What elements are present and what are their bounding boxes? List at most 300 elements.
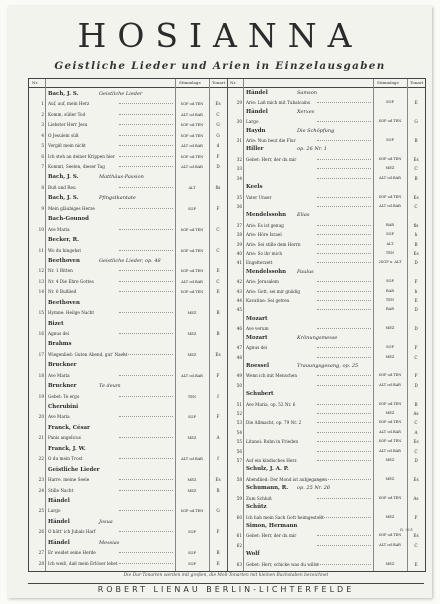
voice-range: SOP od.TEN: [378, 401, 402, 406]
composer-name: Bruckner: [48, 362, 77, 369]
entry-number: 35: [236, 194, 242, 200]
composer-heading: [29, 517, 227, 527]
entry-number: 43: [236, 288, 242, 294]
leader-dots: [119, 99, 173, 104]
entry-number: 13: [38, 278, 44, 284]
leader-dots: [119, 246, 173, 251]
voice-range: MEZ: [385, 458, 395, 463]
entry-number: 28: [38, 560, 44, 566]
voice-range: ALT od.BAR: [181, 144, 203, 149]
voice-range: SOP od.TEN: [180, 269, 204, 274]
entry-number: 6: [41, 153, 44, 159]
key-signature: Es: [413, 251, 419, 256]
entry-title: Nr. 6 Bußlied: [48, 289, 77, 295]
entry-number: 53: [236, 420, 242, 426]
key-signature: C: [216, 111, 220, 117]
composer-name: Händel: [48, 539, 70, 546]
key-signature: G: [216, 508, 220, 514]
key-signature: B: [414, 175, 418, 181]
entry-title: Largo: [48, 508, 61, 514]
catalog-entry: [227, 418, 425, 427]
composer-name: Geistliche Lieder: [48, 466, 100, 473]
leader-dots: [317, 174, 371, 179]
key-signature: f: [217, 393, 219, 399]
catalog-entry: [227, 409, 425, 418]
voice-range: ALT od.BAR: [379, 203, 401, 208]
voice-range: MEZ: [385, 411, 395, 415]
catalog-entry: [29, 527, 227, 537]
entry-number: 33: [236, 166, 242, 172]
leader-dots: [317, 541, 371, 546]
footnote: Die Dur-Tonarten werden mit großen, die Moll-Tonarten mit kleinen Buchstaben bezeichnet: [123, 573, 329, 578]
entry-number: 63: [236, 561, 242, 567]
key-signature: F: [414, 514, 418, 520]
composer-heading: [227, 465, 425, 474]
voice-range: ALT od.BAR: [379, 542, 401, 547]
composer-name: Bach-Gounod: [48, 216, 89, 223]
voice-range: SOP od.TEN: [378, 495, 402, 500]
composer-heading: [227, 211, 425, 220]
leader-dots: [317, 437, 371, 442]
catalog-entry: [227, 305, 425, 314]
composer-name: Simon, Hermann: [246, 522, 298, 529]
leader-dots: [317, 428, 371, 433]
catalog-entry: [29, 486, 227, 496]
entry-title: Hymne: Heilge Nacht: [48, 310, 95, 316]
composer-heading: [227, 108, 425, 117]
entry-title: Arie: Es ist genug: [246, 222, 284, 228]
key-signature: B: [414, 241, 418, 247]
leader-dots: [119, 559, 173, 564]
leader-dots: [317, 155, 371, 160]
leader-dots: [119, 371, 173, 376]
entry-number: 37: [236, 222, 242, 228]
leader-dots: [119, 486, 173, 491]
entry-number: 16: [38, 331, 44, 336]
composer-name: Bach, J. S.: [48, 91, 79, 97]
catalog-entry: [227, 258, 425, 267]
entry-title: Wo du hingehst: [48, 247, 82, 253]
work-title: Trauungsgesang, op. 25: [297, 362, 359, 369]
key-signature: Es: [413, 533, 419, 539]
composer-name: Bach, J. S.: [48, 174, 79, 181]
composer-name: Schubert: [246, 391, 274, 398]
composer-heading: [29, 193, 227, 203]
leader-dots: [317, 560, 371, 565]
catalog-page: [8, 6, 432, 598]
catalog-entry: [29, 548, 227, 558]
entry-number: 61: [236, 533, 242, 539]
leader-dots: [317, 193, 371, 198]
work-title: Geistliche Lieder, op. 48: [99, 257, 161, 264]
catalog-table: [28, 78, 426, 572]
catalog-entry: [227, 456, 425, 465]
voice-range: MEZ: [187, 352, 197, 357]
composer-heading: [227, 183, 425, 192]
leader-dots: [317, 98, 371, 103]
entry-number: 10: [38, 226, 44, 232]
voice-range: ALT od.BAR: [181, 373, 203, 378]
composer-name: Cherubini: [48, 404, 79, 411]
work-title: Xerxes: [297, 108, 315, 115]
entry-number: 44: [236, 298, 242, 304]
leader-dots: [317, 456, 371, 461]
composer-heading: [29, 256, 227, 266]
composer-heading: [227, 522, 425, 531]
entry-number: 47: [236, 345, 242, 351]
entry-title: Nr. 1 Bitten: [48, 268, 73, 274]
leader-dots: [119, 152, 173, 157]
key-signature: fis: [413, 222, 419, 228]
composer-heading: [227, 268, 425, 277]
composer-name: Hiller: [246, 146, 264, 153]
entry-number: 4: [41, 132, 44, 138]
entry-number: 42: [236, 279, 242, 285]
voice-range: SOP: [386, 100, 394, 105]
entry-title: Agnus dei: [48, 331, 70, 336]
key-signature: F: [216, 205, 220, 211]
leader-dots: [317, 287, 371, 292]
voice-range: SOP: [188, 206, 196, 211]
catalog-entry: [227, 240, 425, 249]
catalog-entry: [227, 287, 425, 296]
entry-number: 34: [236, 175, 242, 181]
leader-dots: [119, 266, 173, 271]
key-signature: C: [216, 247, 220, 253]
voice-range: SOP: [386, 138, 394, 143]
key-signature: E: [216, 289, 220, 295]
entry-title: Die Allmacht, op. 79 Nr. 2: [246, 420, 302, 426]
key-signature: B: [414, 138, 418, 144]
entry-number: 49: [236, 373, 242, 379]
catalog-entry: [29, 183, 227, 193]
leader-dots: [119, 527, 173, 532]
entry-number: 59: [236, 495, 242, 501]
entry-title: Er weidet seine Herde: [48, 550, 96, 556]
entry-title: Buß und Reu: [48, 184, 76, 190]
catalog-entry: [227, 249, 425, 258]
voice-range: MEZ: [385, 561, 395, 566]
voice-range: MEZ: [187, 311, 197, 316]
entry-number: 17: [38, 351, 44, 357]
entry-title: O hätt' ich Jubals Harf: [48, 529, 96, 535]
entry-title: Largo: [246, 119, 259, 125]
composer-name: Händel: [48, 518, 70, 525]
key-signature: A: [216, 435, 220, 441]
leader-dots: [119, 548, 173, 553]
catalog-entry: [29, 392, 227, 402]
entry-title: Ave verum: [246, 326, 269, 332]
entry-number: 39: [236, 241, 242, 247]
left-column: [29, 89, 227, 569]
voice-range: BAR: [386, 222, 394, 227]
voice-range: 2SOP u. ALT: [378, 260, 402, 265]
catalog-entry: [227, 531, 425, 540]
entry-number: 22: [38, 456, 44, 462]
entry-number: 14: [38, 289, 44, 295]
catalog-entry: [227, 202, 425, 211]
entry-number: 1: [41, 101, 44, 107]
composer-heading: [29, 381, 227, 391]
leader-dots: [119, 392, 173, 397]
voice-range: SOP: [188, 551, 196, 556]
composer-heading: [29, 339, 227, 349]
composer-name: Brahms: [48, 341, 72, 348]
catalog-entry: [29, 120, 227, 130]
entry-number: 41: [236, 260, 242, 266]
catalog-entry: [227, 174, 425, 183]
entry-title: Auf ein kindisches Herz: [246, 458, 297, 464]
leader-dots: [119, 162, 173, 167]
composer-heading: [227, 550, 425, 559]
entry-title: Arie: Nun beut die Flur: [246, 138, 296, 144]
key-signature: Es: [215, 351, 221, 357]
key-signature: F: [216, 414, 220, 420]
leader-dots: [119, 350, 173, 355]
entry-number: 32: [236, 156, 242, 162]
entry-number: 50: [236, 382, 242, 388]
leader-dots: [317, 221, 371, 226]
catalog-entry: [29, 266, 227, 276]
entry-number: 25: [38, 508, 44, 514]
voice-range: SOP od.TEN: [180, 248, 204, 253]
entry-title: Panis angelicus: [48, 435, 81, 441]
entry-title: Arie: Höre Israel: [246, 232, 282, 238]
entry-number: 8: [41, 184, 44, 190]
work-title: Paulus: [297, 268, 314, 275]
key-signature: B: [414, 401, 418, 407]
voice-range: ALT od.BAR: [379, 448, 401, 453]
composer-heading: [227, 362, 425, 371]
catalog-entry: [29, 559, 227, 569]
composer-name: Mendelssohn: [246, 212, 287, 219]
key-signature: C: [414, 542, 418, 548]
catalog-entry: [29, 141, 227, 151]
catalog-entry: [227, 221, 425, 230]
key-signature: G: [216, 122, 220, 128]
key-signature: E: [414, 561, 418, 567]
catalog-entry: [29, 110, 227, 120]
composer-heading: [29, 538, 227, 548]
col-tonart-label: Tonart: [410, 80, 424, 85]
composer-heading: [29, 423, 227, 433]
entry-number: 11: [38, 247, 44, 253]
left-column-header: [29, 79, 227, 88]
composer-heading: [29, 319, 227, 329]
voice-range: TEN: [385, 298, 395, 303]
catalog-entry: [227, 353, 425, 362]
leader-dots: [119, 454, 173, 459]
leader-dots: [119, 183, 173, 188]
leader-dots: [317, 418, 371, 423]
key-signature: As: [413, 411, 419, 416]
entry-title: O Jesulein süß: [48, 132, 79, 138]
voice-range: MEZ: [385, 476, 395, 481]
entry-title: Vergiß mein nicht: [48, 143, 86, 149]
voice-range: SOP: [386, 279, 394, 284]
key-signature: B: [216, 487, 220, 493]
voice-range: ALT od.BAR: [379, 382, 401, 387]
catalog-entry: [29, 204, 227, 214]
composer-heading: [29, 298, 227, 308]
voice-range: TEN: [187, 394, 197, 399]
leader-dots: [119, 110, 173, 115]
voice-range: SOP od.TEN: [378, 533, 402, 538]
entry-title: Gebet: Herr, der du mir: [246, 533, 297, 539]
entry-title: Engelterzett: [246, 260, 273, 266]
entry-number: 62: [236, 542, 242, 548]
publisher-line: ROBERT LIENAU BERLIN-LICHTERFELDE: [28, 583, 424, 596]
composer-heading: [29, 172, 227, 182]
entry-number: 55: [236, 439, 242, 445]
work-title: Krönungsmesse: [297, 334, 338, 341]
composer-heading: [227, 315, 425, 324]
entry-number: 30: [236, 119, 242, 125]
work-title: Matthäus-Passion: [99, 174, 144, 181]
composer-name: Bizet: [48, 320, 64, 327]
voice-range: SOP od.TEN: [180, 154, 204, 159]
catalog-entry: [29, 329, 227, 339]
catalog-entry: [227, 193, 425, 202]
work-title: op. 26 Nr. 1: [297, 146, 327, 153]
entry-title: Ave Maria: [48, 226, 70, 232]
catalog-entry: [227, 560, 425, 569]
key-signature: C: [216, 278, 220, 284]
entry-title: Arie: So ihr mich: [246, 251, 283, 256]
voice-range: SOP: [188, 530, 196, 535]
voice-range: MEZ: [187, 436, 197, 441]
catalog-entry: [227, 400, 425, 409]
entry-number: 12: [38, 268, 44, 274]
entry-number: 36: [236, 203, 242, 209]
composer-name: Mendelssohn: [246, 268, 287, 275]
voice-range: SOP od.TEN: [180, 102, 204, 107]
composer-name: Händel: [246, 90, 268, 96]
key-signature: E: [414, 100, 418, 106]
composer-heading: [29, 496, 227, 506]
entry-title: Arie: Sei stille dem Herrn: [246, 241, 301, 247]
leader-dots: [119, 141, 173, 146]
voice-range: ALT od.BAR: [379, 175, 401, 180]
voice-range: SOP od.TEN: [378, 156, 402, 161]
catalog-entry: [227, 381, 425, 390]
key-signature: F: [216, 153, 220, 159]
voice-range: ALT od.BAR: [181, 279, 203, 284]
entry-number: 3: [41, 122, 44, 128]
voice-range: SOP: [386, 345, 394, 350]
voice-range: SOP: [386, 232, 394, 237]
catalog-entry: [227, 343, 425, 352]
voice-range: MEZ: [385, 166, 395, 171]
leader-dots: [119, 412, 173, 417]
key-signature: Es: [413, 439, 419, 445]
catalog-entry: [227, 98, 425, 107]
entry-title: Mein gläubiges Herze: [48, 205, 95, 211]
voice-range: SOP od.TEN: [378, 119, 402, 124]
entry-number: 46: [236, 326, 242, 332]
leader-dots: [317, 353, 371, 358]
entry-number: 23: [38, 477, 44, 483]
composer-name: Mozart: [246, 315, 268, 322]
composer-name: Wolf: [246, 551, 260, 558]
entry-title: Vater Unser: [246, 194, 272, 200]
key-signature: D: [414, 260, 418, 266]
catalog-entry: [227, 296, 425, 305]
key-signature: As: [413, 495, 419, 501]
catalog-entry: [29, 475, 227, 485]
entry-number: 48: [236, 354, 242, 360]
entry-title: Arie: Gott, sei mir gnädig: [246, 288, 300, 294]
composer-name: Haydn: [246, 127, 266, 134]
entry-title: Gebet: Herr, schicke was du willst: [246, 561, 319, 567]
entry-number: 54: [236, 429, 242, 435]
work-title: Die Schöpfung: [297, 127, 335, 134]
voice-range: SOP od.TEN: [180, 133, 204, 138]
composer-name: Bruckner: [48, 383, 77, 390]
key-signature: C: [414, 203, 418, 209]
entry-number: 31: [236, 138, 242, 144]
entry-title: Nr. 4 Die Ehre Gottes: [48, 278, 94, 284]
leader-dots: [317, 513, 371, 518]
key-signature: D: [414, 458, 418, 464]
leader-dots: [317, 381, 371, 386]
composer-name: Beethoven: [48, 257, 80, 264]
key-signature: C: [414, 448, 418, 454]
leader-dots: [317, 230, 371, 235]
col-nr-label: Nr.: [230, 80, 237, 85]
entry-number: 7: [41, 164, 44, 170]
voice-range: ALT od.BAR: [379, 429, 401, 434]
composer-name: Mozart: [246, 334, 268, 341]
voice-range: BAR: [386, 307, 394, 312]
entry-title: Ich weiß, daß mein Erlöser lebet: [48, 560, 118, 566]
composer-name: Schütz: [246, 504, 267, 511]
leader-dots: [317, 202, 371, 207]
catalog-entry: [227, 155, 425, 164]
composer-heading: [29, 360, 227, 370]
key-signature: D: [414, 382, 418, 388]
voice-range: BAR: [386, 288, 394, 293]
catalog-entry: [227, 513, 425, 522]
entry-title: Gebet: Te ergo: [48, 393, 80, 399]
voice-range: SOP od.TEN: [378, 194, 402, 199]
voice-range: MEZ: [187, 332, 197, 336]
catalog-entry: [29, 277, 227, 287]
key-signature: fis: [215, 184, 221, 190]
leader-dots: [317, 277, 371, 282]
work-title: op. 25 Nr. 26: [297, 485, 331, 492]
leader-dots: [119, 225, 173, 230]
key-signature: Es: [413, 476, 419, 482]
entry-title: Ich hab mein Sach Gott heimgestellt: [246, 514, 324, 520]
entry-title: Kavatine: Sei getreu: [246, 298, 290, 304]
catalog-entry: [29, 412, 227, 422]
key-signature: E: [414, 298, 418, 304]
catalog-entry: [29, 287, 227, 297]
catalog-entry: [29, 308, 227, 318]
voice-range: ALT od.BAR: [181, 457, 203, 462]
entry-number: 24: [38, 487, 44, 493]
voice-range: SOP od.TEN: [180, 227, 204, 232]
catalog-entry: [29, 131, 227, 141]
leader-dots: [317, 447, 371, 452]
key-signature: D: [216, 164, 220, 170]
key-signature: h: [414, 288, 418, 294]
entry-number: 58: [236, 476, 242, 482]
key-signature: F: [414, 373, 418, 379]
entry-title: Abendlied: Der Mond ist aufgegangen: [246, 476, 327, 482]
catalog-entry: [227, 164, 425, 173]
